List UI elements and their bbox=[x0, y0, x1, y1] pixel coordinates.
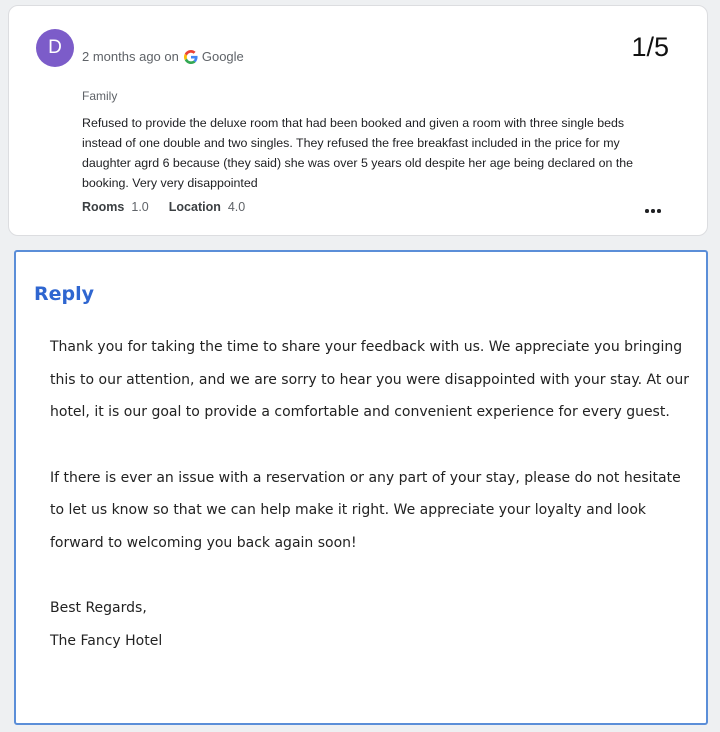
reply-paragraph: If there is ever an issue with a reservation or any part of your stay, please do not hesitate to let us know so that we can help make it right. We appreciate your loyalty and look forward to welcoming you back again soon! bbox=[50, 469, 681, 551]
review-text: Refused to provide the deluxe room that had been booked and given a room with three single beds instead of one double and two singles. They refused the free breakfast included in the price for my daughter agrd 6 because (they said) she was over 5 years old despite her age being declared on the booking. Very very disappointed bbox=[82, 116, 634, 190]
google-logo-icon bbox=[184, 50, 198, 64]
category-ratings bbox=[82, 200, 265, 214]
reply-paragraph: Thank you for taking the time to share your feedback with us. We appreciate you bringing this to our attention, and we are sorry to hear you were disappointed with your stay. At our hotel, it is our goal to provide a comfortable and convenient experience for every guest. bbox=[50, 339, 689, 420]
rating-value: 1.0 bbox=[131, 200, 149, 214]
review-score: 1/5 bbox=[631, 32, 669, 62]
rating-rooms bbox=[82, 200, 149, 214]
review-source: Google bbox=[201, 49, 244, 64]
rating-value: 4.0 bbox=[227, 200, 246, 214]
rating-label: Location bbox=[168, 200, 221, 214]
avatar[interactable] bbox=[36, 29, 74, 67]
review-meta bbox=[82, 49, 244, 64]
more-options-icon[interactable] bbox=[639, 203, 667, 219]
rating-label: Rooms bbox=[82, 200, 125, 214]
trip-type: Family bbox=[82, 89, 118, 103]
avatar-letter: D bbox=[48, 37, 62, 58]
reply-signature: The Fancy Hotel bbox=[50, 632, 163, 649]
review-card bbox=[8, 5, 708, 236]
reply-heading: Reply bbox=[34, 283, 95, 305]
reply-body bbox=[50, 331, 690, 657]
rating-location bbox=[169, 200, 245, 214]
review-time: 2 months ago on bbox=[82, 49, 179, 64]
reply-signoff: Best Regards, bbox=[50, 600, 147, 616]
reply-signoff-block bbox=[50, 592, 690, 657]
reply-panel[interactable] bbox=[14, 250, 708, 725]
